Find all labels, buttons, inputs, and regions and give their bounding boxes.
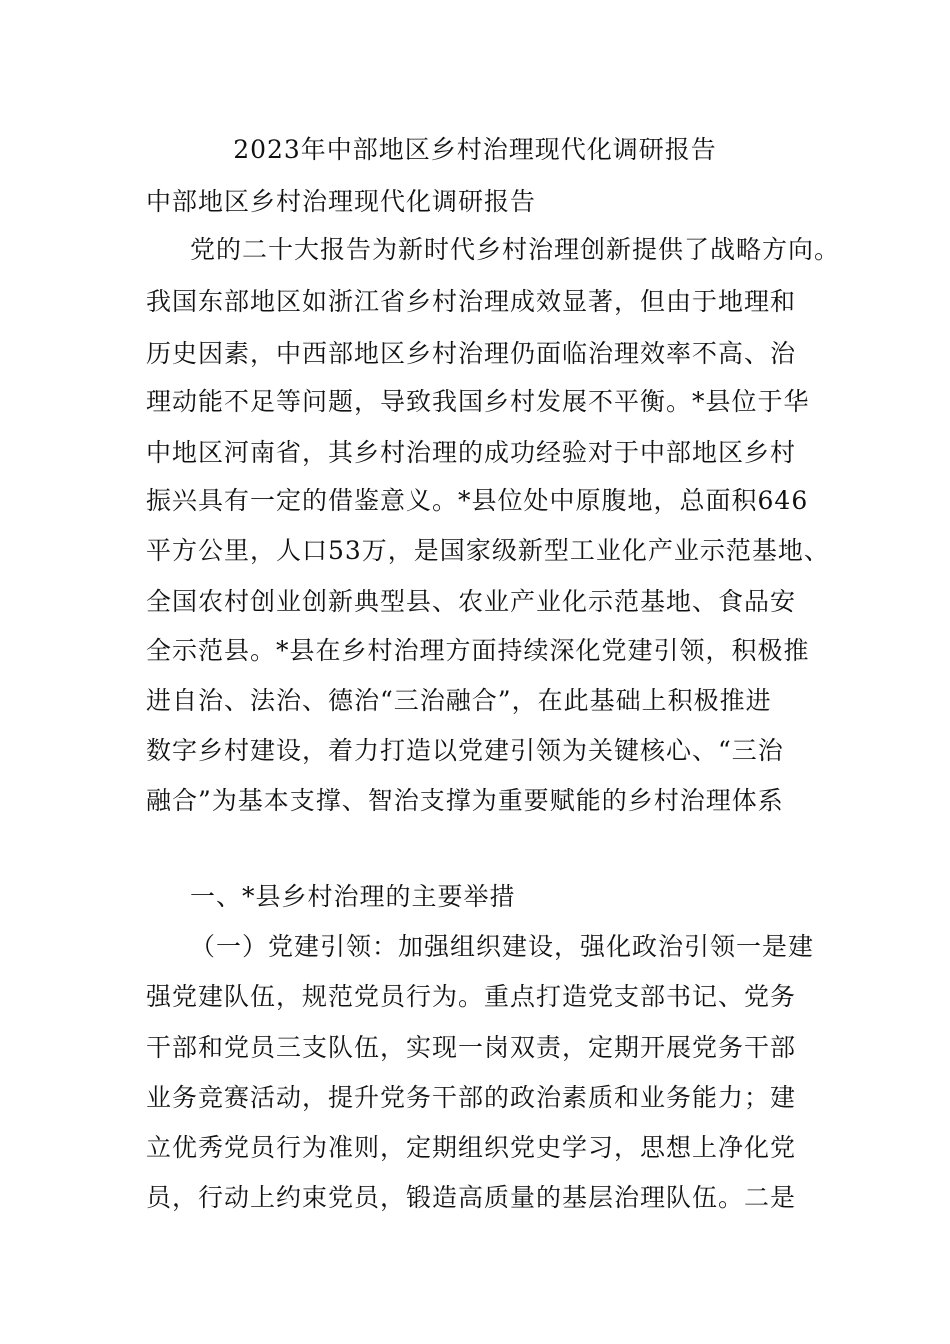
paragraph-line: 业务竞赛活动，提升党务干部的政治素质和业务能力；建 — [146, 1083, 797, 1112]
document-subtitle: 中部地区乡村治理现代化调研报告 — [146, 187, 537, 216]
paragraph-line: 历史因素，中西部地区乡村治理仍面临治理效率不高、治 — [146, 339, 797, 368]
paragraph-line: 全国农村创业创新典型县、农业产业化示范基地、食品安 — [146, 587, 797, 616]
paragraph-line: 理动能不足等问题，导致我国乡村发展不平衡。*县位于华 — [146, 387, 810, 416]
document-title: 2023年中部地区乡村治理现代化调研报告 — [233, 135, 717, 164]
paragraph-line: 融合”为基本支撑、智治支撑为重要赋能的乡村治理体系 — [146, 786, 784, 815]
paragraph-line: 干部和党员三支队伍，实现一岗双责，定期开展党务干部 — [146, 1033, 797, 1062]
paragraph-line: 平方公里，人口53万，是国家级新型工业化产业示范基地、 — [146, 536, 830, 565]
paragraph-line: （一）党建引领：加强组织建设，强化政治引领一是建 — [190, 932, 815, 961]
paragraph-line: 全示范县。*县在乡村治理方面持续深化党建引领，积极推 — [146, 636, 810, 665]
paragraph-line: 中地区河南省，其乡村治理的成功经验对于中部地区乡村 — [146, 438, 797, 467]
paragraph-line: 振兴具有一定的借鉴意义。*县位处中原腹地，总面积646 — [146, 486, 809, 515]
section-heading: 一、*县乡村治理的主要举措 — [190, 882, 516, 911]
paragraph-line: 数字乡村建设，着力打造以党建引领为关键核心、“三治 — [146, 736, 784, 765]
paragraph-line: 进自治、法治、德治“三治融合”，在此基础上积极推进 — [146, 686, 772, 715]
paragraph-line: 立优秀党员行为准则，定期组织党史学习，思想上净化党 — [146, 1133, 797, 1162]
paragraph-line: 党的二十大报告为新时代乡村治理创新提供了战略方向。 — [190, 235, 841, 264]
paragraph-line: 我国东部地区如浙江省乡村治理成效显著，但由于地理和 — [146, 287, 797, 316]
paragraph-line: 强党建队伍，规范党员行为。重点打造党支部书记、党务 — [146, 982, 797, 1011]
paragraph-line: 员，行动上约束党员，锻造高质量的基层治理队伍。二是 — [146, 1183, 797, 1212]
